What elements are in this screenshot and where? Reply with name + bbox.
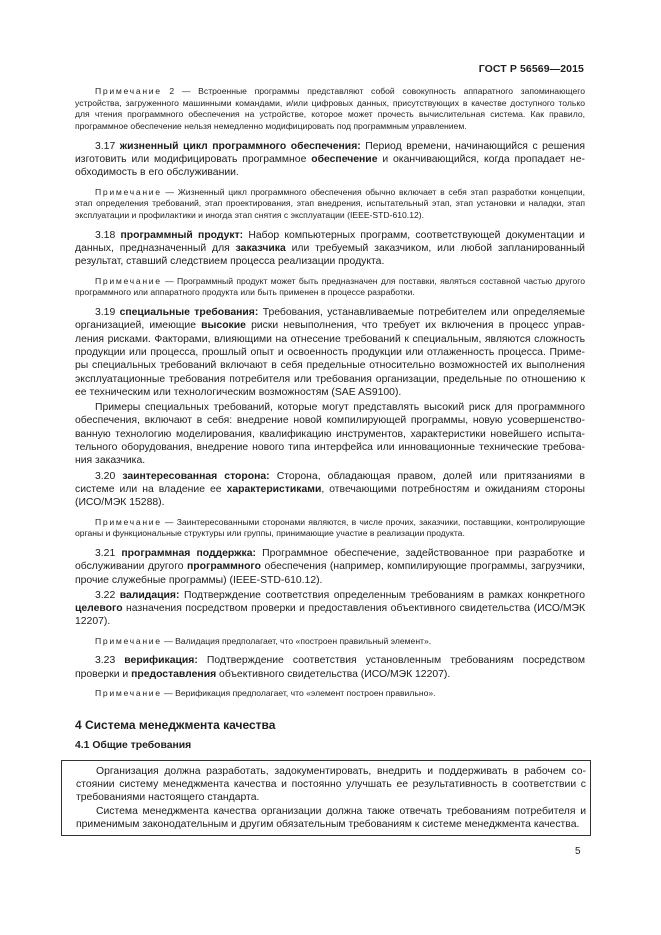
note-3-23 bbox=[75, 688, 585, 700]
term-number: 3.19 bbox=[95, 307, 120, 319]
note-label: Примечание bbox=[95, 86, 162, 96]
term-title: валидация: bbox=[119, 589, 180, 601]
note-label: Примечание bbox=[95, 688, 162, 699]
term-number: 3.22 bbox=[95, 589, 120, 601]
term-title: специальные требования: bbox=[119, 307, 259, 319]
term-3-21 bbox=[75, 547, 585, 587]
term-emphasis: характеристиками bbox=[226, 483, 322, 495]
term-text: Программное обеспечение, задействованное при разработке и обслуживании другого bbox=[75, 547, 585, 573]
term-3-19 bbox=[75, 306, 585, 399]
term-text: риски невыполнения, что требует их включения в процесс управления рисками. Факторами, влияющими на отнесение требований к специальным, являются сложность продукции или процесса, прошлый опыт и освоенность продукции или отлаженность процесса. Примеры специальных требований включают в себя предельные относительно возможностей их выполнения эксплуатационные требования потребителя или требования организации, предельные по отношению к ее техническим или технологическим возможностям (SAE AS9100). bbox=[75, 320, 586, 398]
term-text: или требуемый заказчиком, или любой запланированный результат, ставший следствием процесса реализации продукта. bbox=[75, 243, 585, 268]
note-text: — Жизненный цикл программного обеспечения обычно включает в себя этап разработки концепции, этап определения требований, этап проектирования, этап внедрения, испытательный этап, этап установки и наладки, этап эксплуатации и профилактики и иногда этап снятия с эксплуатации (IEEE-STD-610.12). bbox=[75, 186, 585, 221]
term-text: и оканчивающийся, когда пропадает необходимость в его обслуживании. bbox=[75, 154, 585, 179]
term-number: 3.23 bbox=[95, 655, 125, 667]
box-paragraph: Система менеджмента качества организации должна также отвечать требованиям потребителя и применимым законодательным и другим обязательным требованиям к системе менеджмента качества. bbox=[76, 805, 586, 830]
term-text: Подтверждение соответствия определенным требованиям в рамках конкретного bbox=[179, 589, 585, 601]
term-3-18 bbox=[75, 229, 585, 269]
term-title: верификация: bbox=[124, 655, 198, 667]
note-3-20 bbox=[75, 517, 585, 540]
note-3-18 bbox=[75, 276, 585, 299]
term-title: программная поддержка: bbox=[121, 547, 256, 559]
term-emphasis: заказчика bbox=[235, 243, 286, 255]
note-label: Примечание bbox=[95, 186, 162, 197]
term-3-19-examples: Примеры специальных требований, которые могут представлять высокий риск для программного обеспечения, включают в себя: внедрение новой компилирующей программы, новую усовершенствованную технологию моделирования, квалификацию инструментов, характеристики новейшего испытательного оборудования, внедрение нового типа интерфейса или инновационные технические требования заказчика. bbox=[75, 402, 585, 467]
note-3-17 bbox=[75, 187, 585, 222]
note-text: — Программный продукт может быть предназначен для поставки, являться составной частью другого программного или аппаратного продукта или быть применен в процессе разработки. bbox=[75, 275, 585, 298]
term-3-23 bbox=[75, 654, 585, 681]
note-text: — Заинтересованными сторонами являются, в числе прочих, заказчики, поставщики, контролирующие органы и функциональные структуры или группы, принимающие участие в реализации продукта. bbox=[75, 516, 585, 539]
term-emphasis: предоставления bbox=[131, 668, 217, 680]
note-label: Примечание bbox=[95, 275, 162, 286]
requirements-box bbox=[61, 760, 591, 836]
term-3-20 bbox=[75, 470, 585, 510]
term-emphasis: высокие bbox=[201, 320, 246, 332]
term-title: программный продукт: bbox=[120, 229, 244, 241]
box-paragraph: Организация должна разработать, задокументировать, внедрить и поддерживать в рабочем состоянии систему менеджмента качества и постоянно улучшать ее результативность в соответствии с требованиями настоящего стандарта. bbox=[76, 765, 586, 804]
section-heading: 4 Система менеджмента качества bbox=[75, 717, 276, 732]
term-3-22 bbox=[75, 589, 585, 629]
term-title: заинтересованная сторона: bbox=[122, 470, 270, 482]
note-label: Примечание bbox=[95, 516, 162, 527]
document-body bbox=[75, 86, 585, 836]
subsection-heading: 4.1 Общие требования bbox=[75, 739, 192, 751]
term-text: объективного свидетельства (ИСО/МЭК 12207). bbox=[216, 668, 451, 680]
term-3-17 bbox=[75, 140, 585, 180]
term-number: 3.20 bbox=[95, 470, 123, 482]
standard-header: ГОСТ Р 56569—2015 bbox=[478, 63, 584, 75]
note-text: 2 — Встроенные программы представляют собой совокупность аппаратного запоминающего устройства, загруженного машинными командами, и/или цифровых данных, присутствующих в качестве доступного только для чтения программного обеспечения на устройстве, которое может прочесть вычислительная система. Как правило, программное обеспечение нельзя немедленно модифицировать под программным управлением. bbox=[75, 86, 585, 132]
term-number: 3.17 bbox=[95, 140, 120, 152]
term-number: 3.21 bbox=[95, 547, 122, 559]
term-text: Период времени, начинающийся с решения изготовить или модифицировать программное bbox=[75, 140, 585, 166]
note-2 bbox=[75, 86, 585, 133]
note-3-22 bbox=[75, 636, 585, 648]
term-text: Подтверждение соответствия установленным требованиям посредством проверки и bbox=[75, 655, 585, 680]
term-text: назначения посредством проверки и предоставления объективного свидетельства (ИСО/МЭК 12207). bbox=[75, 603, 585, 628]
term-title: жизненный цикл программного обеспечения: bbox=[119, 140, 361, 152]
term-text: , отвечающими потребностям и ожиданиям стороны (ИСО/МЭК 15288). bbox=[75, 483, 585, 509]
term-text: Набор компьютерных программ, соответствующей документации и данных, предназначенный для bbox=[75, 229, 585, 255]
term-emphasis: программного bbox=[187, 561, 261, 573]
term-number: 3.18 bbox=[95, 229, 121, 241]
note-label: Примечание bbox=[95, 635, 162, 646]
page-number: 5 bbox=[575, 846, 581, 857]
term-emphasis: обеспечение bbox=[311, 154, 378, 166]
note-text: — Валидация предполагает, что «построен правильный элемент». bbox=[161, 635, 432, 646]
term-emphasis: целевого bbox=[75, 603, 123, 615]
term-text: Сторона, обладающая правом, долей или притязаниями в системе или на владение ее bbox=[75, 470, 585, 495]
note-text: — Верификация предполагает, что «элемент построен правильно». bbox=[161, 688, 436, 699]
term-text: Требования, устанавливаемые потребителем или определяемые организацией, имеющие bbox=[75, 307, 585, 332]
term-text: обеспечения (например, компилирующие программы, загрузчики, прочие служебные программы) (IEEE-STD-610.12). bbox=[75, 561, 586, 586]
